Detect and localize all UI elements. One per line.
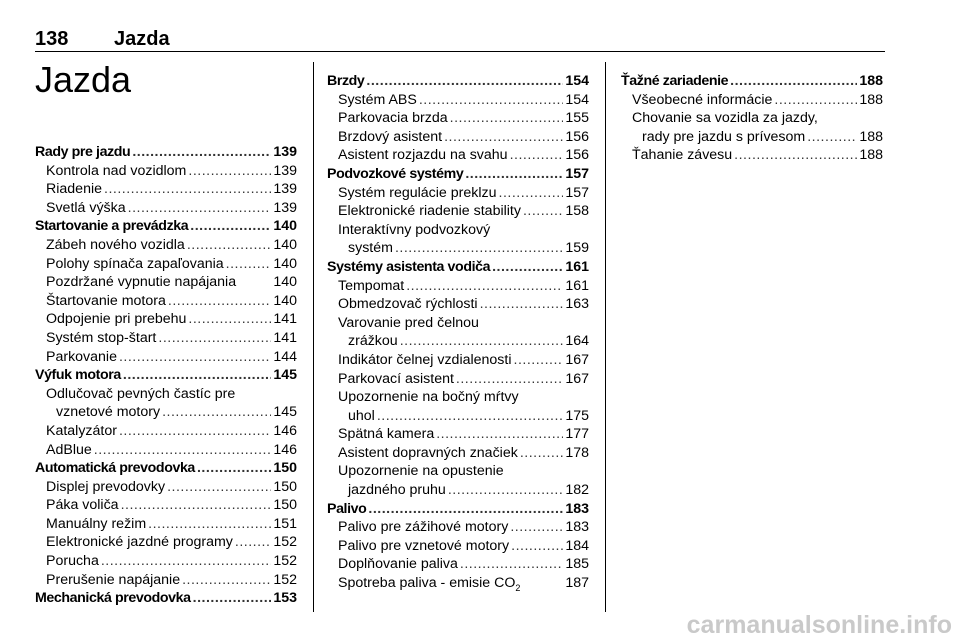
toc-entry: [35, 162, 297, 181]
toc-entry-text: Páka voliča: [46, 497, 119, 514]
toc-entry: [327, 555, 589, 574]
toc-page-number: 150: [273, 460, 297, 477]
toc-entry-text: Systém regulácie preklzu: [338, 184, 497, 201]
toc-entry: [35, 273, 297, 292]
toc-entry-title: [338, 128, 442, 147]
dot-leader: [94, 441, 272, 460]
toc-page-number: 140: [273, 274, 297, 291]
toc-entry-title: [348, 481, 446, 500]
toc-entry: [35, 515, 297, 534]
toc-column-1: [35, 143, 297, 608]
dot-leader: [187, 236, 272, 255]
dot-leader: [158, 329, 271, 348]
dot-leader: [193, 589, 272, 608]
toc-entry: [35, 533, 297, 552]
toc-entry-text: Pozdržané vypnutie napájania: [46, 274, 237, 291]
toc-page-number: 157: [565, 165, 589, 182]
toc-entry-text: Systém stop-štart: [46, 329, 157, 346]
toc-entry-title: [46, 236, 185, 255]
toc-entry-title: [338, 370, 454, 389]
column-divider-2: [605, 62, 606, 612]
toc-entry-text: Parkovacia brzda: [338, 110, 448, 127]
toc-entry-text: Brzdový asistent: [338, 128, 443, 145]
toc-entry-text: Brzdy: [327, 73, 365, 89]
toc-entry: [35, 348, 297, 367]
toc-page-number: 185: [565, 556, 589, 573]
toc-entry-text: Parkovací asistent: [338, 370, 454, 387]
toc-page-number: 178: [565, 444, 589, 461]
toc-entry-title: [46, 478, 165, 497]
toc-page-number: 140: [273, 292, 297, 309]
toc-entry-text: rady pre jazdu s prívesom: [642, 128, 806, 145]
toc-entry-title: [348, 407, 375, 426]
toc-page-number: 157: [565, 184, 589, 201]
toc-entry-title: [46, 552, 99, 571]
toc-page-number: 188: [859, 128, 883, 145]
toc-entry-line: Varovanie pred čelnou: [338, 314, 479, 331]
toc-entry-text: Automatická prevodovka: [35, 460, 195, 477]
toc-entry: [35, 441, 297, 460]
toc-page-number: 164: [565, 333, 589, 350]
toc-entry-text: Výfuk motora: [35, 367, 121, 384]
toc-entry-title: [338, 91, 417, 110]
toc-page-number: 150: [273, 478, 297, 495]
toc-page-number: 183: [565, 519, 589, 536]
toc-entry: [35, 403, 297, 422]
toc-page-number: 145: [273, 404, 297, 421]
toc-entry-text: Palivo pre vznetové motory: [338, 537, 510, 554]
toc-entry-text: Svetlá výška: [46, 199, 126, 216]
toc-entry: [327, 239, 589, 258]
column-divider-1: [313, 62, 314, 612]
dot-leader: [436, 425, 563, 444]
toc-entry-text: Zábeh nového vozidla: [46, 236, 185, 253]
toc-entry-title: [35, 459, 195, 478]
toc-entry-text: Systém ABS: [338, 91, 417, 108]
dot-leader: [368, 500, 563, 519]
toc-entry-title: [338, 109, 448, 128]
toc-entry-title: [35, 366, 121, 385]
toc-entry-title: [35, 589, 191, 608]
toc-page-number: 151: [273, 515, 297, 532]
toc-page-number: 145: [273, 367, 297, 384]
toc-page-number: 154: [565, 73, 589, 89]
toc-entry: [35, 236, 297, 255]
dot-leader: [148, 515, 271, 534]
toc-entry-text: Doplňovanie paliva: [338, 556, 458, 573]
dot-leader: [167, 478, 271, 497]
toc-entry-text: Ťahanie závesu: [632, 147, 733, 164]
toc-page-number: 155: [565, 110, 589, 127]
dot-leader: [168, 292, 271, 311]
toc-entry: [35, 255, 297, 274]
dot-leader: [101, 552, 271, 571]
toc-entry-text: Asistent dopravných značiek: [338, 444, 518, 461]
toc-entry-text: Podvozkové systémy: [327, 165, 464, 182]
toc-entry-title: [338, 351, 512, 370]
toc-page-number: 161: [565, 277, 589, 294]
dot-leader: [456, 370, 563, 389]
toc-entry-title: [46, 348, 117, 367]
dot-leader: [419, 91, 563, 110]
dot-leader: [406, 277, 563, 296]
toc-entry-title: [46, 441, 92, 460]
toc-entry-title: [56, 403, 160, 422]
toc-entry-text: Mechanická prevodovka: [35, 590, 191, 607]
dot-leader: [400, 332, 564, 351]
toc-page-number: 139: [273, 144, 297, 160]
dot-leader: [460, 555, 563, 574]
toc-entry-line: Upozornenie na bočný mŕtvy: [338, 389, 519, 406]
dot-leader: [121, 496, 272, 515]
toc-page-number: 140: [273, 255, 297, 272]
toc-page-number: 150: [273, 497, 297, 514]
toc-entry-text: Startovanie a prevádzka: [35, 218, 189, 235]
subscript: 2: [515, 582, 521, 593]
toc-entry-title: [35, 217, 188, 236]
toc-entry-title: [338, 537, 509, 556]
dot-leader: [499, 184, 564, 203]
toc-entry-title: [338, 295, 478, 314]
toc-entry-title: [338, 425, 434, 444]
toc-entry-text: AdBlue: [46, 441, 92, 458]
toc-entry-line: Odlučovač pevných častíc pre: [46, 385, 236, 402]
toc-entry: [327, 425, 589, 444]
dot-leader: [188, 162, 271, 181]
toc-page-number: 159: [565, 240, 589, 257]
dot-leader: [182, 571, 271, 590]
toc-entry: [327, 146, 589, 165]
dot-leader: [132, 143, 271, 162]
toc-column-3: [621, 72, 883, 165]
toc-page-number: 188: [859, 91, 883, 108]
dot-leader: [190, 217, 271, 236]
toc-entry-title: [327, 500, 366, 519]
toc-entry: [327, 518, 589, 537]
toc-entry-text: Manuálny režim: [46, 515, 147, 532]
toc-entry-title: [338, 146, 508, 165]
toc-entry: [35, 478, 297, 497]
toc-entry: [35, 180, 297, 199]
toc-entry-text: Riadenie: [46, 181, 103, 198]
toc-page-number: 182: [565, 482, 589, 499]
dot-leader: [465, 165, 563, 184]
toc-entry-text: Odpojenie pri prebehu: [46, 311, 187, 328]
dot-leader: [197, 459, 271, 478]
toc-entry-text: Palivo: [327, 500, 367, 517]
toc-entry: [35, 329, 297, 348]
dot-leader: [128, 199, 272, 218]
toc-page-number: 188: [859, 147, 883, 164]
toc-entry-text: Displej prevodovky: [46, 478, 166, 495]
toc-entry: [35, 292, 297, 311]
dot-leader: [444, 128, 563, 147]
toc-entry: [327, 128, 589, 147]
toc-entry-line: Upozornenie na opustenie: [338, 463, 504, 480]
toc-entry-text: Asistent rozjazdu na svahu: [338, 147, 508, 164]
toc-entry-text: Indikátor čelnej vzdialenosti: [338, 351, 512, 368]
toc-entry-title: [46, 199, 126, 218]
toc-entry: [327, 332, 589, 351]
toc-entry: [35, 422, 297, 441]
dot-leader: [162, 403, 271, 422]
header-rule: [35, 51, 885, 52]
page-header: [35, 28, 885, 50]
toc-page-number: 161: [565, 258, 589, 275]
toc-entry-title: [338, 444, 518, 463]
toc-page-number: 152: [273, 571, 297, 588]
toc-entry: [621, 91, 883, 110]
toc-entry-title: [338, 202, 521, 221]
toc-page-number: 141: [273, 311, 297, 328]
toc-section: [35, 217, 297, 236]
toc-entry-text: Parkovanie: [46, 348, 117, 365]
toc-entry: [327, 91, 589, 110]
toc-section: [35, 459, 297, 478]
toc-entry-title: [46, 571, 180, 590]
dot-leader: [123, 366, 271, 385]
toc-section: [35, 143, 297, 162]
toc-entry-title: [46, 162, 186, 181]
toc-page-number: 144: [273, 348, 297, 365]
toc-page-number: 139: [273, 181, 297, 198]
page-number: 138: [35, 28, 69, 50]
toc-page-number: 153: [273, 590, 297, 607]
toc-page-number: 146: [273, 441, 297, 458]
toc-entry-text: Systémy asistenta vodiča: [327, 258, 491, 275]
toc-entry-title: [46, 329, 156, 348]
toc-entry-title: [327, 72, 364, 91]
toc-entry: [327, 351, 589, 370]
toc-page-number: 152: [273, 553, 297, 570]
toc-page-number: 175: [565, 407, 589, 424]
toc-column-2: [327, 72, 589, 593]
toc-page-number: 152: [273, 534, 297, 551]
toc-entry: [35, 552, 297, 571]
toc-entry: [327, 574, 589, 593]
toc-entry-text: Palivo pre zážihové motory: [338, 519, 509, 536]
toc-entry-title: [35, 143, 130, 162]
dot-leader: [480, 295, 564, 314]
dot-leader: [377, 407, 564, 426]
toc-entry-title: [46, 496, 119, 515]
dot-leader: [395, 239, 563, 258]
toc-page-number: 139: [273, 199, 297, 216]
dot-leader: [119, 348, 271, 367]
toc-entry-text: Ťažné zariadenie: [621, 73, 729, 89]
dot-leader: [734, 146, 857, 165]
toc-entry: [35, 496, 297, 515]
toc-entry: [327, 109, 589, 128]
toc-entry: [327, 202, 589, 221]
toc-page-number: 188: [859, 73, 883, 89]
toc-entry-title: [327, 165, 463, 184]
toc-section: [327, 258, 589, 277]
toc-entry-text: Polohy spínača zapaľovania: [46, 255, 224, 272]
dot-leader: [807, 128, 857, 147]
toc-entry-title: [46, 310, 186, 329]
dot-leader: [774, 91, 857, 110]
toc-entry-text: vznetové motory: [56, 404, 161, 421]
toc-entry: [327, 537, 589, 556]
toc-entry-title: [327, 258, 490, 277]
dot-leader: [514, 351, 564, 370]
toc-entry-title: [46, 273, 236, 292]
toc-entry-title: [348, 239, 393, 258]
toc-entry-text: Elektronické riadenie stability: [338, 203, 521, 220]
toc-entry-text: Kontrola nad vozidlom: [46, 162, 187, 179]
toc-entry-title: [338, 518, 508, 537]
toc-entry-title: [46, 292, 166, 311]
toc-page-number: 163: [565, 296, 589, 313]
toc-section: [35, 366, 297, 385]
toc-entry-title: [338, 184, 497, 203]
toc-entry-text: jazdného pruhu: [348, 482, 446, 499]
toc-entry-text: Katalyzátor: [46, 422, 117, 439]
dot-leader: [450, 109, 564, 128]
toc-entry-title: [621, 72, 728, 91]
toc-section: [621, 72, 883, 91]
dot-leader: [510, 518, 563, 537]
toc-entry: [621, 128, 883, 147]
toc-page-number: 140: [273, 218, 297, 235]
toc-entry-text: Tempomat: [338, 277, 405, 294]
toc-entry-text: Porucha: [46, 553, 99, 570]
toc-entry: [35, 571, 297, 590]
dot-leader: [226, 255, 272, 274]
toc-page-number: 156: [565, 147, 589, 164]
dot-leader: [448, 481, 564, 500]
toc-entry: [35, 199, 297, 218]
toc-page-number: 177: [565, 426, 589, 443]
toc-page-number: 158: [565, 203, 589, 220]
toc-entry: [327, 184, 589, 203]
toc-page-number: 141: [273, 329, 297, 346]
dot-leader: [510, 146, 564, 165]
toc-entry-text: Štartovanie motora: [46, 292, 166, 309]
toc-entry-line: Chovanie sa vozidla za jazdy,: [632, 110, 818, 127]
toc-entry-text: Všeobecné informácie: [632, 91, 773, 108]
toc-section: [327, 500, 589, 519]
toc-entry: [327, 295, 589, 314]
toc-entry-title: [338, 555, 458, 574]
toc-entry-title: [642, 128, 805, 147]
toc-entry-text: systém: [348, 240, 393, 257]
toc-page-number: 167: [565, 351, 589, 368]
toc-entry-text: zrážkou: [348, 333, 398, 350]
toc-entry-title: [46, 515, 146, 534]
toc-entry: [327, 481, 589, 500]
toc-entry: [327, 407, 589, 426]
toc-entry-text: Elektronické jazdné programy: [46, 534, 233, 551]
toc-section: [35, 589, 297, 608]
dot-leader: [235, 533, 271, 552]
toc-entry-title: [46, 255, 224, 274]
toc-entry: [35, 310, 297, 329]
watermark: carmanualsonline.info: [686, 611, 952, 639]
toc-page-number: 183: [565, 500, 589, 517]
toc-entry: [621, 146, 883, 165]
toc-page-number: 167: [565, 370, 589, 387]
toc-entry-title: [632, 91, 772, 110]
dot-leader: [520, 444, 564, 463]
toc-page-number: 154: [565, 91, 589, 108]
toc-entry-text: Rady pre jazdu: [35, 144, 131, 160]
header-section-title: Jazda: [114, 28, 170, 50]
dot-leader: [119, 422, 271, 441]
dot-leader: [188, 310, 271, 329]
toc-entry-title: [338, 574, 520, 593]
toc-entry-title: [46, 422, 117, 441]
toc-entry: [327, 444, 589, 463]
dot-leader: [492, 258, 563, 277]
dot-leader: [523, 202, 563, 221]
toc-entry-title: [632, 146, 732, 165]
toc-entry-text: Obmedzovač rýchlosti: [338, 296, 478, 313]
dot-leader: [511, 537, 563, 556]
toc-entry: [327, 370, 589, 389]
toc-page-number: 187: [565, 575, 589, 592]
toc-entry-title: [348, 332, 398, 351]
toc-page-number: 140: [273, 236, 297, 253]
dot-leader: [104, 180, 271, 199]
dot-leader: [730, 72, 857, 91]
toc-entry-title: [338, 277, 404, 296]
toc-entry-text: uhol: [348, 407, 375, 424]
toc-entry-text: Spätná kamera: [338, 426, 435, 443]
toc-page-number: 139: [273, 162, 297, 179]
toc-section: [327, 165, 589, 184]
toc-page-number: 146: [273, 422, 297, 439]
page-title: Jazda: [35, 59, 132, 100]
toc-entry: [327, 277, 589, 296]
toc-entry-text: Prerušenie napájanie: [46, 571, 181, 588]
toc-section: [327, 72, 589, 91]
toc-entry-title: [46, 180, 102, 199]
toc-page-number: 156: [565, 128, 589, 145]
toc-entry-line: Interaktívny podvozkový: [338, 221, 491, 238]
dot-leader: [366, 72, 563, 91]
toc-entry-title: [46, 533, 233, 552]
toc-entry-text: Spotreba paliva - emisie CO: [338, 575, 516, 592]
toc-page-number: 184: [565, 537, 589, 554]
